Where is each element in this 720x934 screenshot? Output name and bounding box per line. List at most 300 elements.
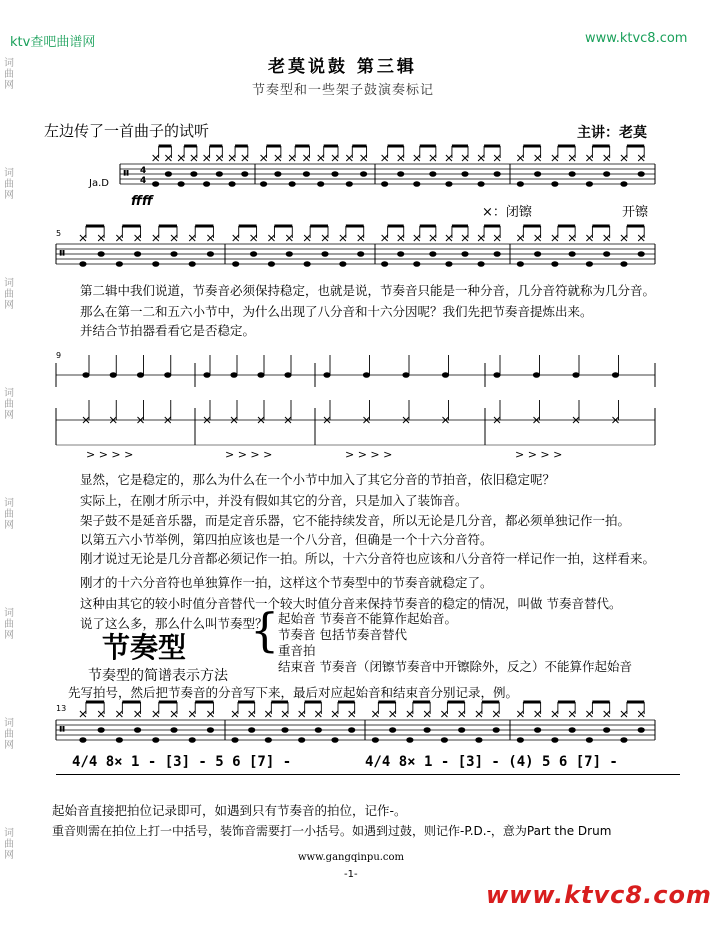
note-head: [286, 251, 293, 257]
time-signature: 4: [140, 166, 147, 176]
hihat-note: [153, 155, 159, 161]
hihat-note: [358, 235, 364, 241]
instrument-label: Ja.D: [89, 178, 109, 189]
hihat-note: [282, 711, 288, 717]
note-beam: [558, 225, 575, 228]
note-head: [363, 372, 370, 378]
note-head: [429, 251, 436, 257]
hihat-note: [275, 155, 281, 161]
note-head: [260, 181, 267, 187]
hihat-note: [207, 235, 213, 241]
note-beam: [352, 145, 366, 148]
percussion-clef: 𝄥: [60, 246, 65, 262]
note-head: [79, 261, 86, 267]
hihat-note: [441, 711, 447, 717]
hihat-note: [382, 155, 388, 161]
hihat-note: [315, 711, 321, 717]
note-beam: [420, 225, 436, 228]
hihat-note: [349, 711, 355, 717]
note-beam: [305, 701, 322, 704]
note-head: [289, 181, 296, 187]
note-beam: [159, 225, 177, 228]
percussion-clef: 𝄥: [60, 722, 65, 738]
rhythm-instruction: 先写拍号，然后把节奏音的分音写下来，最后对应起始音和结束音分别记录，例。: [68, 685, 519, 700]
hihat-note: [390, 711, 396, 717]
note-head: [638, 251, 645, 257]
note-beam: [592, 701, 609, 704]
hihat-note: [80, 711, 86, 717]
note-beam: [271, 701, 288, 704]
hihat-note: [604, 711, 610, 717]
note-head: [170, 727, 177, 733]
note-beam: [452, 225, 468, 228]
note-head: [458, 727, 465, 733]
note-head: [207, 727, 214, 733]
note-head: [534, 727, 541, 733]
note-head: [257, 372, 264, 378]
note-head: [620, 737, 627, 743]
hihat-note: [424, 711, 430, 717]
note-beam: [159, 145, 172, 148]
note-head: [603, 251, 610, 257]
hihat-note: [135, 711, 141, 717]
note-head: [586, 737, 593, 743]
note-head: [461, 171, 468, 177]
note-head: [284, 372, 291, 378]
note-head: [137, 372, 144, 378]
hihat-note: [249, 711, 255, 717]
text-line: 实际上，在刚才所示中，并没有假如其它的分音，只是加入了装饰音。: [80, 493, 468, 508]
brace-glyph: {: [250, 603, 280, 657]
note-head: [346, 181, 353, 187]
note-head: [228, 181, 235, 187]
note-head: [323, 372, 330, 378]
hihat-note: [517, 155, 523, 161]
hihat-note: [171, 711, 177, 717]
hihat-note: [303, 155, 309, 161]
rhythm-item: 节奏音 包括节奏音替代: [278, 627, 407, 642]
note-head: [331, 737, 338, 743]
hihat-note: [586, 711, 592, 717]
hihat-note: [98, 235, 104, 241]
hihat-note: [98, 711, 104, 717]
hihat-note: [569, 155, 575, 161]
note-head: [620, 181, 627, 187]
hihat-note: [493, 711, 499, 717]
note-beam: [592, 225, 609, 228]
note-beam: [159, 701, 177, 704]
note-beam: [324, 145, 338, 148]
score-system-1: [0, 138, 720, 273]
hihat-note: [446, 235, 452, 241]
note-head: [315, 727, 322, 733]
note-head: [442, 372, 449, 378]
note-beam: [86, 701, 104, 704]
note-head: [517, 261, 524, 267]
accent-marks: > > > >: [345, 448, 393, 460]
note-beam: [184, 145, 197, 148]
note-beam: [274, 225, 292, 228]
hihat-note: [552, 235, 558, 241]
hihat-note: [204, 155, 210, 161]
note-beam: [267, 145, 281, 148]
side-watermark: 词 曲 网: [4, 608, 14, 641]
note-head: [397, 171, 404, 177]
note-head: [381, 181, 388, 187]
rhythm-big-label: 节奏型: [102, 631, 187, 664]
note-beam: [558, 701, 575, 704]
hihat-note: [535, 711, 541, 717]
hihat-note: [586, 155, 592, 161]
note-head: [406, 737, 413, 743]
rhythm-item: 结束音 节奏音（闭镲节奏音中开镲除外，反之）不能算作起始音: [278, 659, 632, 674]
note-head: [494, 251, 501, 257]
hihat-note: [268, 235, 274, 241]
notation-example-left: 4/4 8× 1 - [3] - 5 6 [7] -: [72, 754, 292, 770]
note-beam: [210, 145, 223, 148]
side-watermark: 词 曲 网: [4, 388, 14, 421]
hihat-note: [552, 711, 558, 717]
dynamic-marking: ffff: [131, 194, 153, 209]
note-head: [317, 181, 324, 187]
hihat-note: [638, 155, 644, 161]
note-beam: [86, 225, 104, 228]
hihat-note: [304, 235, 310, 241]
note-head: [164, 372, 171, 378]
hihat-note: [116, 711, 122, 717]
note-head: [98, 727, 105, 733]
note-head: [475, 737, 482, 743]
hihat-note: [372, 711, 378, 717]
note-beam: [558, 145, 575, 148]
hihat-note: [171, 235, 177, 241]
note-beam: [195, 701, 213, 704]
hihat-note: [430, 155, 436, 161]
hihat-note: [322, 235, 328, 241]
hihat-note: [407, 711, 413, 717]
note-head: [413, 181, 420, 187]
text-line: 架子鼓不是延音乐器，而是定音乐器，它不能持续发音，所以无论是几分音，都必须单独记作一拍。: [80, 513, 631, 528]
note-head: [79, 737, 86, 743]
hihat-note: [340, 235, 346, 241]
note-head: [152, 261, 159, 267]
note-head: [493, 727, 500, 733]
note-beam: [523, 225, 540, 228]
note-head: [230, 372, 237, 378]
text-line: 显然，它是稳定的，那么为什么在一个小节中加入了其它分音的节拍音，依旧稳定呢？: [80, 472, 556, 487]
note-head: [265, 737, 272, 743]
hihat-note: [135, 235, 141, 241]
hihat-note: [382, 235, 388, 241]
note-head: [178, 181, 185, 187]
note-beam: [627, 225, 644, 228]
note-head: [348, 727, 355, 733]
note-head: [494, 171, 501, 177]
side-watermark: 词 曲 网: [4, 718, 14, 751]
hihat-note: [232, 711, 238, 717]
hihat-note: [446, 155, 452, 161]
note-head: [203, 372, 210, 378]
hihat-note: [318, 155, 324, 161]
note-head: [250, 251, 257, 257]
note-head: [165, 171, 172, 177]
side-watermark: 词 曲 网: [4, 828, 14, 861]
note-head: [170, 251, 177, 257]
hihat-note: [459, 711, 465, 717]
note-head: [586, 181, 593, 187]
metronome-staff: [56, 400, 655, 460]
footer-site: www.gangqinpu.com: [298, 852, 405, 863]
page-title: 老莫说鼓 第三辑: [268, 57, 417, 77]
hihat-note: [476, 711, 482, 717]
text-line: 刚才说过无论是几分音都必须记作一拍。所以，十六分音符也应该和八分音符一样记作一拍，这样看来。: [80, 551, 656, 566]
hihat-note: [414, 235, 420, 241]
hihat-note: [191, 155, 197, 161]
note-head: [533, 372, 540, 378]
time-signature: 4: [140, 176, 147, 186]
note-head: [461, 251, 468, 257]
hihat-note: [414, 155, 420, 161]
note-head: [638, 727, 645, 733]
drum-staff-2: [56, 225, 655, 267]
hihat-note: [216, 155, 222, 161]
hihat-note: [462, 155, 468, 161]
hihat-note: [189, 235, 195, 241]
note-beam: [238, 701, 255, 704]
hihat-note: [430, 235, 436, 241]
note-head: [339, 261, 346, 267]
hihat-note: [494, 235, 500, 241]
note-head: [603, 727, 610, 733]
note-head: [331, 171, 338, 177]
note-head: [381, 261, 388, 267]
watermark-left: ktv查吧曲谱网: [10, 35, 96, 50]
note-head: [517, 737, 524, 743]
text-line: 第二辑中我们说道，节奏音必须保持稳定，也就是说，节奏音只能是一种分音，几分音符就称为几分音。: [80, 283, 656, 298]
hihat-note: [207, 711, 213, 717]
hihat-note: [153, 711, 159, 717]
hihat-note: [265, 711, 271, 717]
note-head: [152, 737, 159, 743]
hihat-note: [638, 235, 644, 241]
note-head: [281, 727, 288, 733]
note-head: [572, 372, 579, 378]
text-line: 说了这么多，那么什么叫节奏型？: [80, 616, 268, 631]
text-line: 重音则需在拍位上打一中括号，装饰音需要打一小括号。如遇到过鼓，则记作-P.D.-，意为Part the Drum: [52, 824, 612, 838]
hihat-note: [299, 711, 305, 717]
hihat-note: [242, 155, 248, 161]
note-head: [429, 171, 436, 177]
note-beam: [523, 145, 540, 148]
hihat-note: [569, 235, 575, 241]
note-head: [268, 261, 275, 267]
legend-open-hihat: 开镲: [622, 205, 649, 220]
hihat-note: [535, 235, 541, 241]
note-head: [216, 171, 223, 177]
accent-marks: > > > >: [86, 448, 134, 460]
note-head: [190, 171, 197, 177]
note-head: [445, 261, 452, 267]
note-head: [189, 737, 196, 743]
hihat-note: [494, 155, 500, 161]
text-line: 这种由其它的较小时值分音替代一个较大时值分音来保持节奏音的稳定的情况，叫做 节奏音替代。: [80, 596, 622, 611]
bottom-logo: www.ktvc8.com: [486, 881, 712, 909]
side-watermark: 词 曲 网: [4, 278, 14, 311]
text-line: 并结合节拍器看看它是否稳定。: [80, 323, 256, 338]
note-head: [445, 181, 452, 187]
note-beam: [122, 225, 140, 228]
note-head: [357, 251, 364, 257]
watermark-right: www.ktvc8.com: [585, 31, 688, 46]
hihat-note: [229, 155, 235, 161]
note-head: [207, 251, 214, 257]
hihat-note: [621, 235, 627, 241]
hihat-note: [462, 235, 468, 241]
side-watermark: 词 曲 网: [4, 58, 14, 91]
note-head: [360, 171, 367, 177]
hihat-note: [535, 155, 541, 161]
note-head: [477, 261, 484, 267]
note-head: [98, 251, 105, 257]
note-beam: [122, 701, 140, 704]
staff-line: [56, 774, 680, 775]
note-beam: [627, 701, 644, 704]
rhythm-item: 重音拍: [278, 643, 316, 658]
percussion-clef: 𝄥: [124, 166, 129, 182]
accent-marks: > > > >: [515, 448, 563, 460]
note-head: [402, 372, 409, 378]
note-head: [551, 261, 558, 267]
note-head: [110, 372, 117, 378]
hihat-note: [178, 155, 184, 161]
hihat-note: [398, 155, 404, 161]
note-beam: [627, 145, 644, 148]
rhythm-staff: [56, 355, 655, 387]
note-beam: [388, 225, 404, 228]
hihat-note: [165, 155, 171, 161]
note-beam: [346, 225, 364, 228]
drum-staff-3: [56, 701, 655, 743]
hihat-note: [261, 155, 267, 161]
note-head: [620, 261, 627, 267]
note-head: [424, 727, 431, 733]
hihat-note: [233, 235, 239, 241]
note-head: [477, 181, 484, 187]
note-head: [413, 261, 420, 267]
text-line: 那么在第一二和五六小节中，为什么出现了八分音和十六分因呢？我们先把节奏音提炼出来。: [80, 304, 593, 319]
note-head: [534, 251, 541, 257]
note-beam: [447, 701, 464, 704]
hihat-note: [638, 711, 644, 717]
hihat-note: [251, 235, 257, 241]
hihat-note: [569, 711, 575, 717]
note-beam: [484, 145, 500, 148]
measure-number: 13: [56, 704, 67, 713]
note-head: [551, 181, 558, 187]
hihat-note: [332, 711, 338, 717]
note-head: [372, 737, 379, 743]
hihat-note: [478, 155, 484, 161]
hihat-note: [621, 711, 627, 717]
note-head: [493, 372, 500, 378]
hihat-note: [552, 155, 558, 161]
note-beam: [452, 145, 468, 148]
intro-heading: 左边传了一首曲子的试听: [44, 122, 210, 140]
note-beam: [420, 145, 436, 148]
text-line: 刚才的十六分音符也单独算作一拍，这样这个节奏型中的节奏音就稳定了。: [80, 575, 493, 590]
note-head: [231, 737, 238, 743]
note-beam: [235, 145, 248, 148]
note-beam: [388, 145, 404, 148]
hihat-note: [116, 235, 122, 241]
text-line: 起始音直接把拍位记录即可，如遇到只有节奏音的拍位，记作-。: [52, 803, 407, 818]
score-system-2: [0, 345, 720, 460]
note-head: [586, 261, 593, 267]
note-head: [116, 737, 123, 743]
hihat-note: [153, 235, 159, 241]
side-watermark: 词 曲 网: [4, 168, 14, 201]
note-head: [303, 171, 310, 177]
note-head: [397, 251, 404, 257]
note-head: [612, 372, 619, 378]
note-head: [134, 727, 141, 733]
note-head: [203, 181, 210, 187]
note-head: [603, 171, 610, 177]
note-head: [232, 261, 239, 267]
note-head: [569, 727, 576, 733]
page-number: -1-: [344, 869, 358, 880]
hihat-note: [604, 235, 610, 241]
note-head: [569, 171, 576, 177]
hihat-note: [361, 155, 367, 161]
hihat-note: [517, 235, 523, 241]
hihat-note: [398, 235, 404, 241]
measure-number: 9: [56, 351, 62, 360]
notation-example-right: 4/4 8× 1 - [3] - (4) 5 6 [7] -: [365, 754, 618, 770]
note-beam: [592, 145, 609, 148]
accent-marks: > > > >: [225, 448, 273, 460]
note-head: [517, 181, 524, 187]
note-head: [82, 372, 89, 378]
note-beam: [310, 225, 328, 228]
note-beam: [295, 145, 309, 148]
note-beam: [482, 701, 499, 704]
note-head: [569, 251, 576, 257]
note-head: [389, 727, 396, 733]
author-label: 主讲：老莫: [577, 125, 647, 141]
text-line: 以第五六小节举例，第四拍应该也是一个八分音，但确是一个十六分音符。: [80, 532, 493, 547]
note-head: [189, 261, 196, 267]
hihat-note: [332, 155, 338, 161]
note-beam: [195, 225, 213, 228]
hihat-note: [289, 155, 295, 161]
note-head: [248, 727, 255, 733]
note-beam: [378, 701, 395, 704]
hihat-note: [604, 155, 610, 161]
hihat-note: [346, 155, 352, 161]
hihat-note: [80, 235, 86, 241]
rhythm-small-label: 节奏型的简谱表示方法: [88, 668, 228, 684]
note-head: [551, 737, 558, 743]
hihat-note: [517, 711, 523, 717]
note-head: [152, 181, 159, 187]
rhythm-item: 起始音 节奏音不能算作起始音。: [278, 611, 457, 626]
note-beam: [523, 701, 540, 704]
note-beam: [239, 225, 257, 228]
hihat-note: [478, 235, 484, 241]
note-head: [298, 737, 305, 743]
side-watermark: 词 曲 网: [4, 498, 14, 531]
